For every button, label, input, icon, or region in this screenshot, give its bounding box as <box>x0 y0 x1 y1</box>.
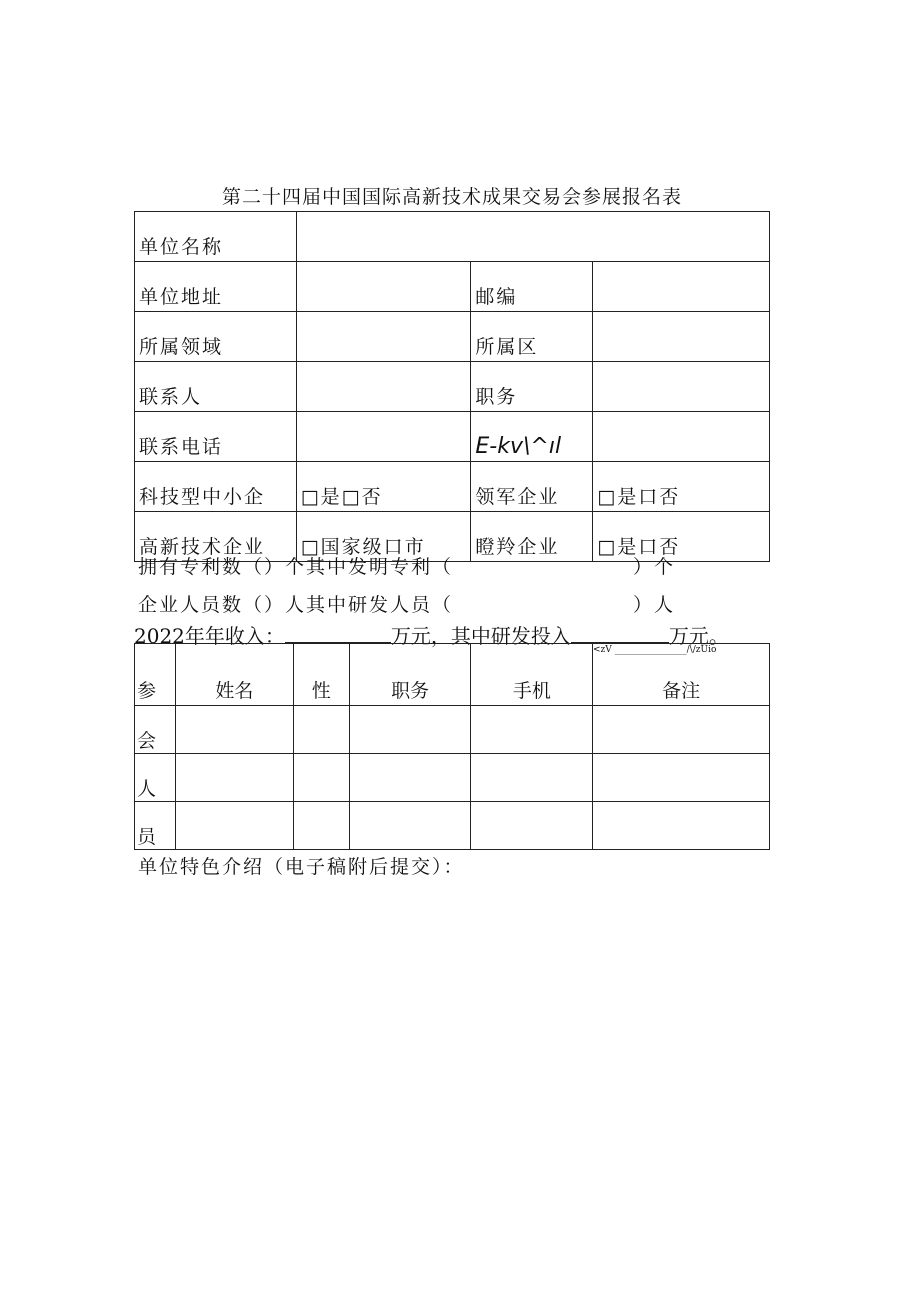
header-remarks: 备注 <box>593 644 770 706</box>
info-table <box>134 211 770 562</box>
cell-name[interactable] <box>175 706 293 754</box>
header-name: 姓名 <box>175 644 293 706</box>
label-field: 所属领域 <box>135 312 297 362</box>
cell-gender[interactable] <box>293 706 349 754</box>
field-field[interactable] <box>296 312 471 362</box>
field-email[interactable] <box>593 412 770 462</box>
patents-suffix: ）个 <box>633 556 676 578</box>
staff-line <box>138 590 675 617</box>
label-unit-address: 单位地址 <box>135 262 297 312</box>
staff-suffix: ）人 <box>633 594 676 616</box>
label-hitech: 高新技术企业 <box>135 512 297 562</box>
row-field <box>135 312 770 362</box>
cell-mobile[interactable] <box>471 802 593 850</box>
label-tech-sme: 科技型中小企 <box>135 462 297 512</box>
revenue-middle: 万元，其中研发投入 <box>390 624 571 648</box>
patents-line <box>138 552 675 579</box>
staff-blank[interactable] <box>453 593 633 611</box>
field-unit-address[interactable] <box>296 262 471 312</box>
label-gazelle: 瞪羚企业 <box>471 512 593 562</box>
cell-name[interactable] <box>175 802 293 850</box>
checkbox-leading[interactable]: □是口否 <box>593 462 770 512</box>
cell-name[interactable] <box>175 754 293 802</box>
field-contact[interactable] <box>296 362 471 412</box>
rd-blank[interactable] <box>571 624 669 643</box>
field-phone[interactable] <box>296 412 471 462</box>
label-contact: 联系人 <box>135 362 297 412</box>
header-position: 职务 <box>349 644 471 706</box>
row-phone <box>135 412 770 462</box>
field-district[interactable] <box>593 312 770 362</box>
checkbox-hitech[interactable]: □国家级口市 <box>296 512 471 562</box>
side-label-2: 会 <box>135 706 176 754</box>
cell-position[interactable] <box>349 802 471 850</box>
attendees-header-row <box>135 644 770 706</box>
field-position[interactable] <box>593 362 770 412</box>
intro-line: 单位特色介绍（电子稿附后提交）： <box>138 856 465 878</box>
table-row <box>135 706 770 754</box>
cell-gender[interactable] <box>293 802 349 850</box>
cell-remarks[interactable] <box>593 802 770 850</box>
cell-mobile[interactable] <box>471 754 593 802</box>
row-address <box>135 262 770 312</box>
label-postcode: 邮编 <box>471 262 593 312</box>
checkbox-tech-sme[interactable]: □是□否 <box>296 462 471 512</box>
label-leading: 领军企业 <box>471 462 593 512</box>
revenue-suffix: 万元。 <box>668 624 729 648</box>
field-unit-name[interactable] <box>296 212 769 262</box>
form-title: 第二十四届中国国际高新技术成果交易会参展报名表 <box>221 186 682 208</box>
cell-remarks[interactable] <box>593 754 770 802</box>
row-unit-name <box>135 212 770 262</box>
table-row <box>135 802 770 850</box>
field-postcode[interactable] <box>593 262 770 312</box>
cell-mobile[interactable] <box>471 706 593 754</box>
patents-prefix: 拥有专利数（）个其中发明专利（ <box>138 556 454 578</box>
tiny-note: <zV ________________/\/zUio <box>593 645 717 655</box>
revenue-blank[interactable] <box>285 624 391 643</box>
cell-gender[interactable] <box>293 754 349 802</box>
cell-position[interactable] <box>349 754 471 802</box>
cell-position[interactable] <box>349 706 471 754</box>
label-unit-name: 单位名称 <box>135 212 297 262</box>
revenue-prefix: 2022年年收入： <box>134 624 285 648</box>
side-label-1: 参 <box>135 644 176 706</box>
staff-prefix: 企业人员数（）人其中研发人员（ <box>138 594 454 616</box>
label-position: 职务 <box>471 362 593 412</box>
row-contact <box>135 362 770 412</box>
side-label-3: 人 <box>135 754 176 802</box>
label-district: 所属区 <box>471 312 593 362</box>
header-mobile: 手机 <box>471 644 593 706</box>
cell-remarks[interactable] <box>593 706 770 754</box>
patents-blank[interactable] <box>453 555 633 573</box>
attendees-table <box>134 643 770 850</box>
label-email-garbled: E-kv\^ıl <box>471 412 593 462</box>
checkbox-gazelle[interactable]: □是口否 <box>593 512 770 562</box>
label-phone: 联系电话 <box>135 412 297 462</box>
side-label-4: 员 <box>135 802 176 850</box>
row-tech-sme <box>135 462 770 512</box>
table-row <box>135 754 770 802</box>
header-gender: 性 <box>293 644 349 706</box>
